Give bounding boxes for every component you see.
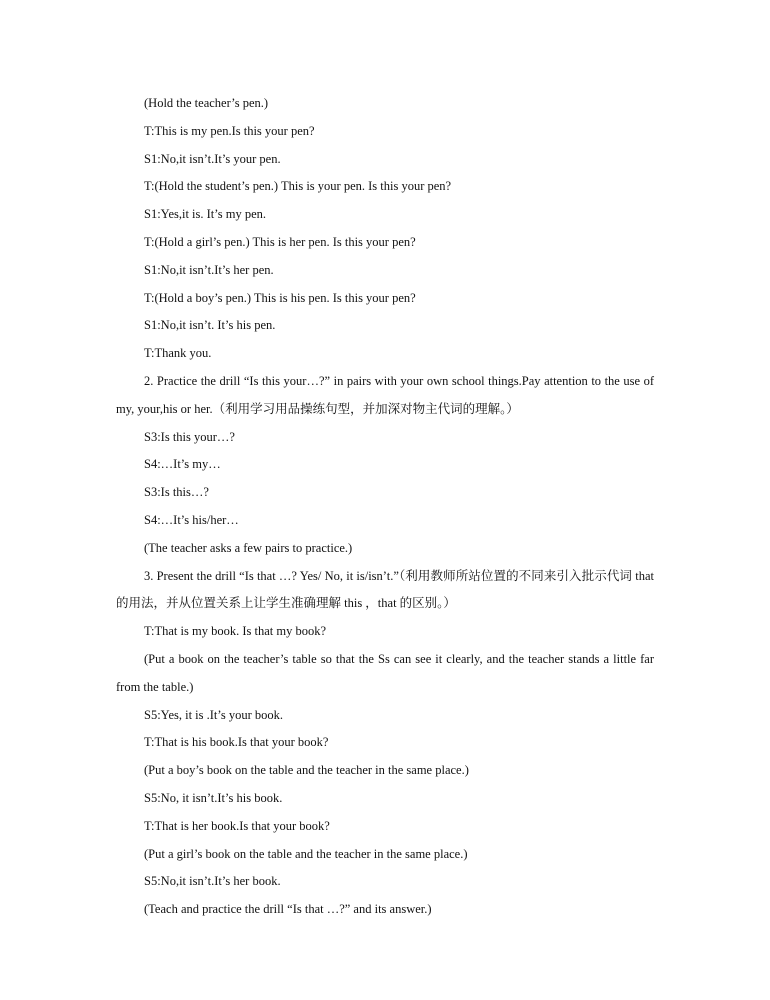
dialogue-line: S5:Yes, it is .It’s your book. bbox=[144, 707, 284, 722]
dialogue-line: T:(Hold the student’s pen.) This is your pen. Is this your pen? bbox=[144, 179, 452, 194]
stage-direction: (The teacher asks a few pairs to practice.) bbox=[144, 540, 353, 555]
dialogue-line: T:That is my book. Is that my book? bbox=[144, 624, 326, 639]
step-paragraph: 3. Present the drill “Is that …? Yes/ No, it is/isn’t.”（利用教师所站位置的不同来引入批示代词 that 的用法，并从位置关系上让学生准确理解 this ，that 的区别。） bbox=[116, 568, 654, 611]
dialogue-line: S1:Yes,it is. It’s my pen. bbox=[144, 207, 267, 222]
dialogue-line: S5:No, it isn’t.It’s his book. bbox=[144, 790, 283, 805]
step-paragraph: 2. Practice the drill “Is this your…?” in pairs with your own school things.Pay attention to the use of my, your,his or her.（利用学习用品操练句型，并加深对物主代词的理解。） bbox=[116, 373, 654, 416]
stage-direction-paragraph: (Put a book on the teacher’s table so that the Ss can see it clearly, and the teacher stands a little far from the table.) bbox=[116, 651, 654, 694]
dialogue-line: T:Thank you. bbox=[144, 346, 212, 361]
stage-direction: (Put a girl’s book on the table and the teacher in the same place.) bbox=[144, 846, 468, 861]
dialogue-line: T:(Hold a girl’s pen.) This is her pen. Is this your pen? bbox=[144, 234, 416, 249]
dialogue-line: S5:No,it isn’t.It’s her book. bbox=[144, 874, 281, 889]
dialogue-line: S4:…It’s my… bbox=[144, 457, 221, 472]
dialogue-line: S1:No,it isn’t.It’s your pen. bbox=[144, 151, 281, 166]
document-body bbox=[116, 90, 654, 924]
dialogue-line: S3:Is this…? bbox=[144, 485, 209, 500]
dialogue-line: T:That is her book.Is that your book? bbox=[144, 818, 330, 833]
stage-direction: (Hold the teacher’s pen.) bbox=[144, 96, 269, 110]
stage-direction: (Put a boy’s book on the table and the teacher in the same place.) bbox=[144, 763, 469, 778]
dialogue-line: T:This is my pen.Is this your pen? bbox=[144, 123, 315, 138]
dialogue-line: T:That is his book.Is that your book? bbox=[144, 735, 329, 750]
dialogue-line: T:(Hold a boy’s pen.) This is his pen. Is this your pen? bbox=[144, 290, 416, 305]
stage-direction: (Teach and practice the drill “Is that …?” and its answer.) bbox=[144, 902, 432, 917]
dialogue-line: S1:No,it isn’t.It’s her pen. bbox=[144, 262, 274, 277]
dialogue-line: S3:Is this your…? bbox=[144, 429, 235, 444]
dialogue-line: S4:…It’s his/her… bbox=[144, 512, 239, 527]
dialogue-line: S1:No,it isn’t. It’s his pen. bbox=[144, 318, 276, 333]
